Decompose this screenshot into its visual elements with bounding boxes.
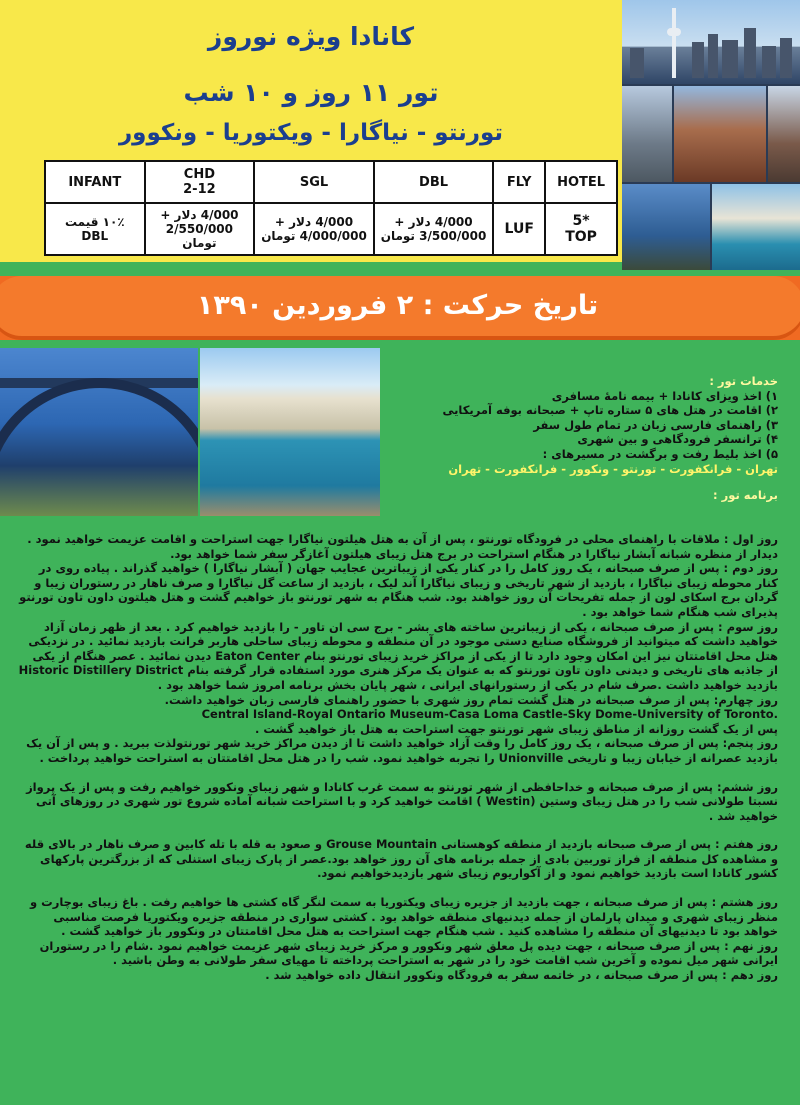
service-item: ۱) اخذ ویزای کانادا + بیمه نامهٔ مسافری	[551, 388, 778, 403]
city-hall-photo	[622, 86, 672, 182]
tour-title: کانادا ویژه نوروز	[207, 22, 415, 51]
departure-date: تاریخ حرکت : ۲ فروردین ۱۳۹۰	[196, 290, 599, 321]
cell-chd: 4/000 دلار + 2/550/000 تومان	[145, 203, 255, 255]
toronto-skyline-photo	[622, 0, 800, 84]
flight-route: تهران - فرانکفورت - تورنتو - ونکوور - فرانکفورت - تهران	[448, 461, 778, 476]
tour-duration: تور ۱۱ روز و ۱۰ شب	[183, 78, 439, 107]
col-chd: CHD 2-12	[145, 161, 255, 203]
bridge-photo-small	[622, 184, 710, 270]
col-hotel: HOTEL	[545, 161, 617, 203]
services-section	[418, 374, 778, 503]
col-fly: FLY	[493, 161, 545, 203]
col-infant: INFANT	[45, 161, 145, 203]
cliff-lake-photo	[200, 348, 380, 516]
cell-hotel: 5* TOP	[545, 203, 617, 255]
service-item: ۵) اخذ بلیط رفت و برگشت در مسیرهای :	[542, 446, 778, 461]
departure-banner	[0, 276, 800, 340]
services-heading: خدمات تور :	[709, 374, 778, 388]
service-item: ۴) ترانسفر فرودگاهی و بین شهری	[577, 432, 778, 447]
col-dbl: DBL	[374, 161, 494, 203]
cell-fly: LUF	[493, 203, 545, 255]
day-7: روز هفتم : پس از صرف صبحانه بازدید از منطقه کوهستانی Grouse Mountain و صعود به قله با تله کابین و صرف ناهار در بالای قله و مشاهده کل منطقه از فراز توربین بادی از جمله برنامه های آن روز خواهد بود.عصر از پارک زیبای استنلی که از بزرگترین پارکهای کشور کانادا است بازدید خواهیم نمود و از آکواریوم زیبای شهر بازدیدخواهیم نمود.	[24, 837, 778, 881]
day-9: روز نهم : پس از صرف صبحانه ، جهت دیده پل معلق شهر ونکوور و مرکز خرید زیبای شهر عزیمت خواهیم نمود .شام را در رستوران ایرانی شهر میل نموده و آخرین شب اقامت خود را در شهر به استراحت پرداخته تا مهیای سفر طولانی به وطن باشید .	[39, 938, 778, 968]
day-10: روز دهم : پس از صرف صبحانه ، در خاتمه سفر به فرودگاه ونکوور انتقال داده خواهید شد .	[265, 968, 778, 983]
day-4: روز چهارم: پس از صرف صبحانه در هتل گشت تمام روز شهری با حضور راهنمای فارسی زبان خواهید داشت.	[164, 692, 778, 707]
program-section	[18, 532, 778, 983]
header-panel	[0, 0, 622, 262]
program-heading: برنامه تور :	[713, 488, 778, 503]
day-3: روز سوم : پس از صرف صبحانه ، یکی از زیباترین ساخته های بشر - برج سی ان تاور - را بازدید خواهیم کرد . بعد از ظهر زمان آزاد خواهید داشت که میتوانید از فروشگاه صنایع دستی موجود در آن منطقه و محوطه زیبای ساحلی هاربر فرانت بازدید نمائید . در نزدیکی هتل محل اقامتتان نیز این امکان وجود دارد تا از یکی از مراکز خرید زیبای تورنتو بنام Eaton Center دیدن نمائید . عصر هنگام از یکی از جاذبه های تاریخی و دیدنی داون تاون تورنتو که به عنوان یک مرکز هنری مورد استفاده قرار گرفته بنام Historic Distillery District بازدید خواهید داشت .صرف شام در یکی از رستورانهای ایرانی ، شهر پایان بخش برنامه امروز شما خواهد بود .	[18, 619, 778, 692]
day-4-return: پس از یک گشت روزانه از مناطق زیبای شهر تورنتو جهت استراحت به هتل باز خواهید گشت .	[254, 721, 778, 736]
service-item: ۳) راهنمای فارسی زبان در تمام طول سفر	[533, 417, 778, 432]
bridge-photo	[0, 348, 198, 516]
price-table-row	[45, 203, 617, 255]
day-6: روز ششم: پس از صرف صبحانه و خداحافظی از شهر تورنتو به سمت غرب کانادا و شهر زیبای ونکوور خواهیم رفت و پس از یک پرواز نسبتا طولانی شب را در هتل زیبای وستین (Westin ) اقامت خواهید کرد و با استراحت شبانه آماده شروع تور شهری در روزهای آتی خواهید شد .	[26, 779, 778, 823]
tour-route: تورنتو - نیاگارا - ویکتوریا - ونکوور	[118, 120, 504, 146]
cell-infant: ۱۰٪ قیمت DBL	[45, 203, 145, 255]
day-8: روز هشتم : پس از صرف صبحانه ، جهت بازدید از جزیره زیبای ویکتوریا به سمت لنگر گاه کشتی ها خواهیم رفت . باغ زیبای بوچارت و منظر زیبای شهری و میدان پارلمان از جمله دیدنیهای منطقه خواهد بود . کشتی سواری در منطقه جزیره ویکتوریا فرصت مناسبی خواهد بود تا دیدنیهای آن منطقه را مشاهده کنید . شب هنگام جهت استراحت به هتل محل اقامتتان در ونکوور باز خواهید گشت .	[30, 895, 778, 939]
cell-sgl: 4/000 دلار + 4/000/000 تومان	[254, 203, 374, 255]
photo-collage	[622, 0, 800, 270]
day-1: روز اول : ملاقات با راهنمای محلی در فرودگاه تورنتو ، پس از آن به هتل هیلتون نیاگارا جهت استراحت و اقامت عزیمت خواهید نمود . دیدار از منظره شبانه آبشار نیاگارا در هنگام استراحت در برج هتل زیبای هیلتون آغازگر سفر شما خواهد بود.	[27, 532, 778, 561]
day-4-sites: Central Island-Royal Ontario Museum-Casa Loma Castle-Sky Dome-University of Toronto.	[201, 707, 778, 722]
cell-dbl: 4/000 دلار + 3/500/000 تومان	[374, 203, 494, 255]
day-2: روز دوم : پس از صرف صبحانه ، یک روز کامل را در کنار یکی از زیباترین عجایب جهان ( آبشار نیاگارا ) خواهید گذراند . پیاده روی در کنار محوطه زیبای نیاگارا ، بازدید از شهر تاریخی و زیبای نیاگارا آند لیک ، بازدید از ساعت گل نیاگارا و صرف ناهار در رستوران زیبا و گردان برج اسکای لون از جمله تفریحات آن روز خواهند بود. شب هنگام به شهر تورنتو باز خواهیم گشت و هتل هیلتون داون تاون تورنتو پذیرای شب هنگام شما خواهد بود .	[19, 561, 778, 619]
price-table	[44, 160, 618, 256]
church-photo	[768, 86, 800, 182]
col-sgl: SGL	[254, 161, 374, 203]
service-item: ۲) اقامت در هتل های ۵ ستاره تاپ + صبحانه بوفه آمریکایی	[442, 403, 778, 418]
parliament-photo	[674, 86, 766, 182]
day-5: روز پنجم: پس از صرف صبحانه ، یک روز کامل را وقت آزاد خواهید داشت تا از دیدن مراکز خرید شهر تورنتولذت ببرید . و پس از آن یک بازدید عصرانه از خیابان زیبا و تاریخی Unionville را تجربه خواهید نمود. شب را در هتل محل اقامتتان به استراحت خواهید پرداخت .	[26, 736, 778, 765]
cliff-photo-small	[712, 184, 800, 270]
price-table-header	[45, 161, 617, 203]
